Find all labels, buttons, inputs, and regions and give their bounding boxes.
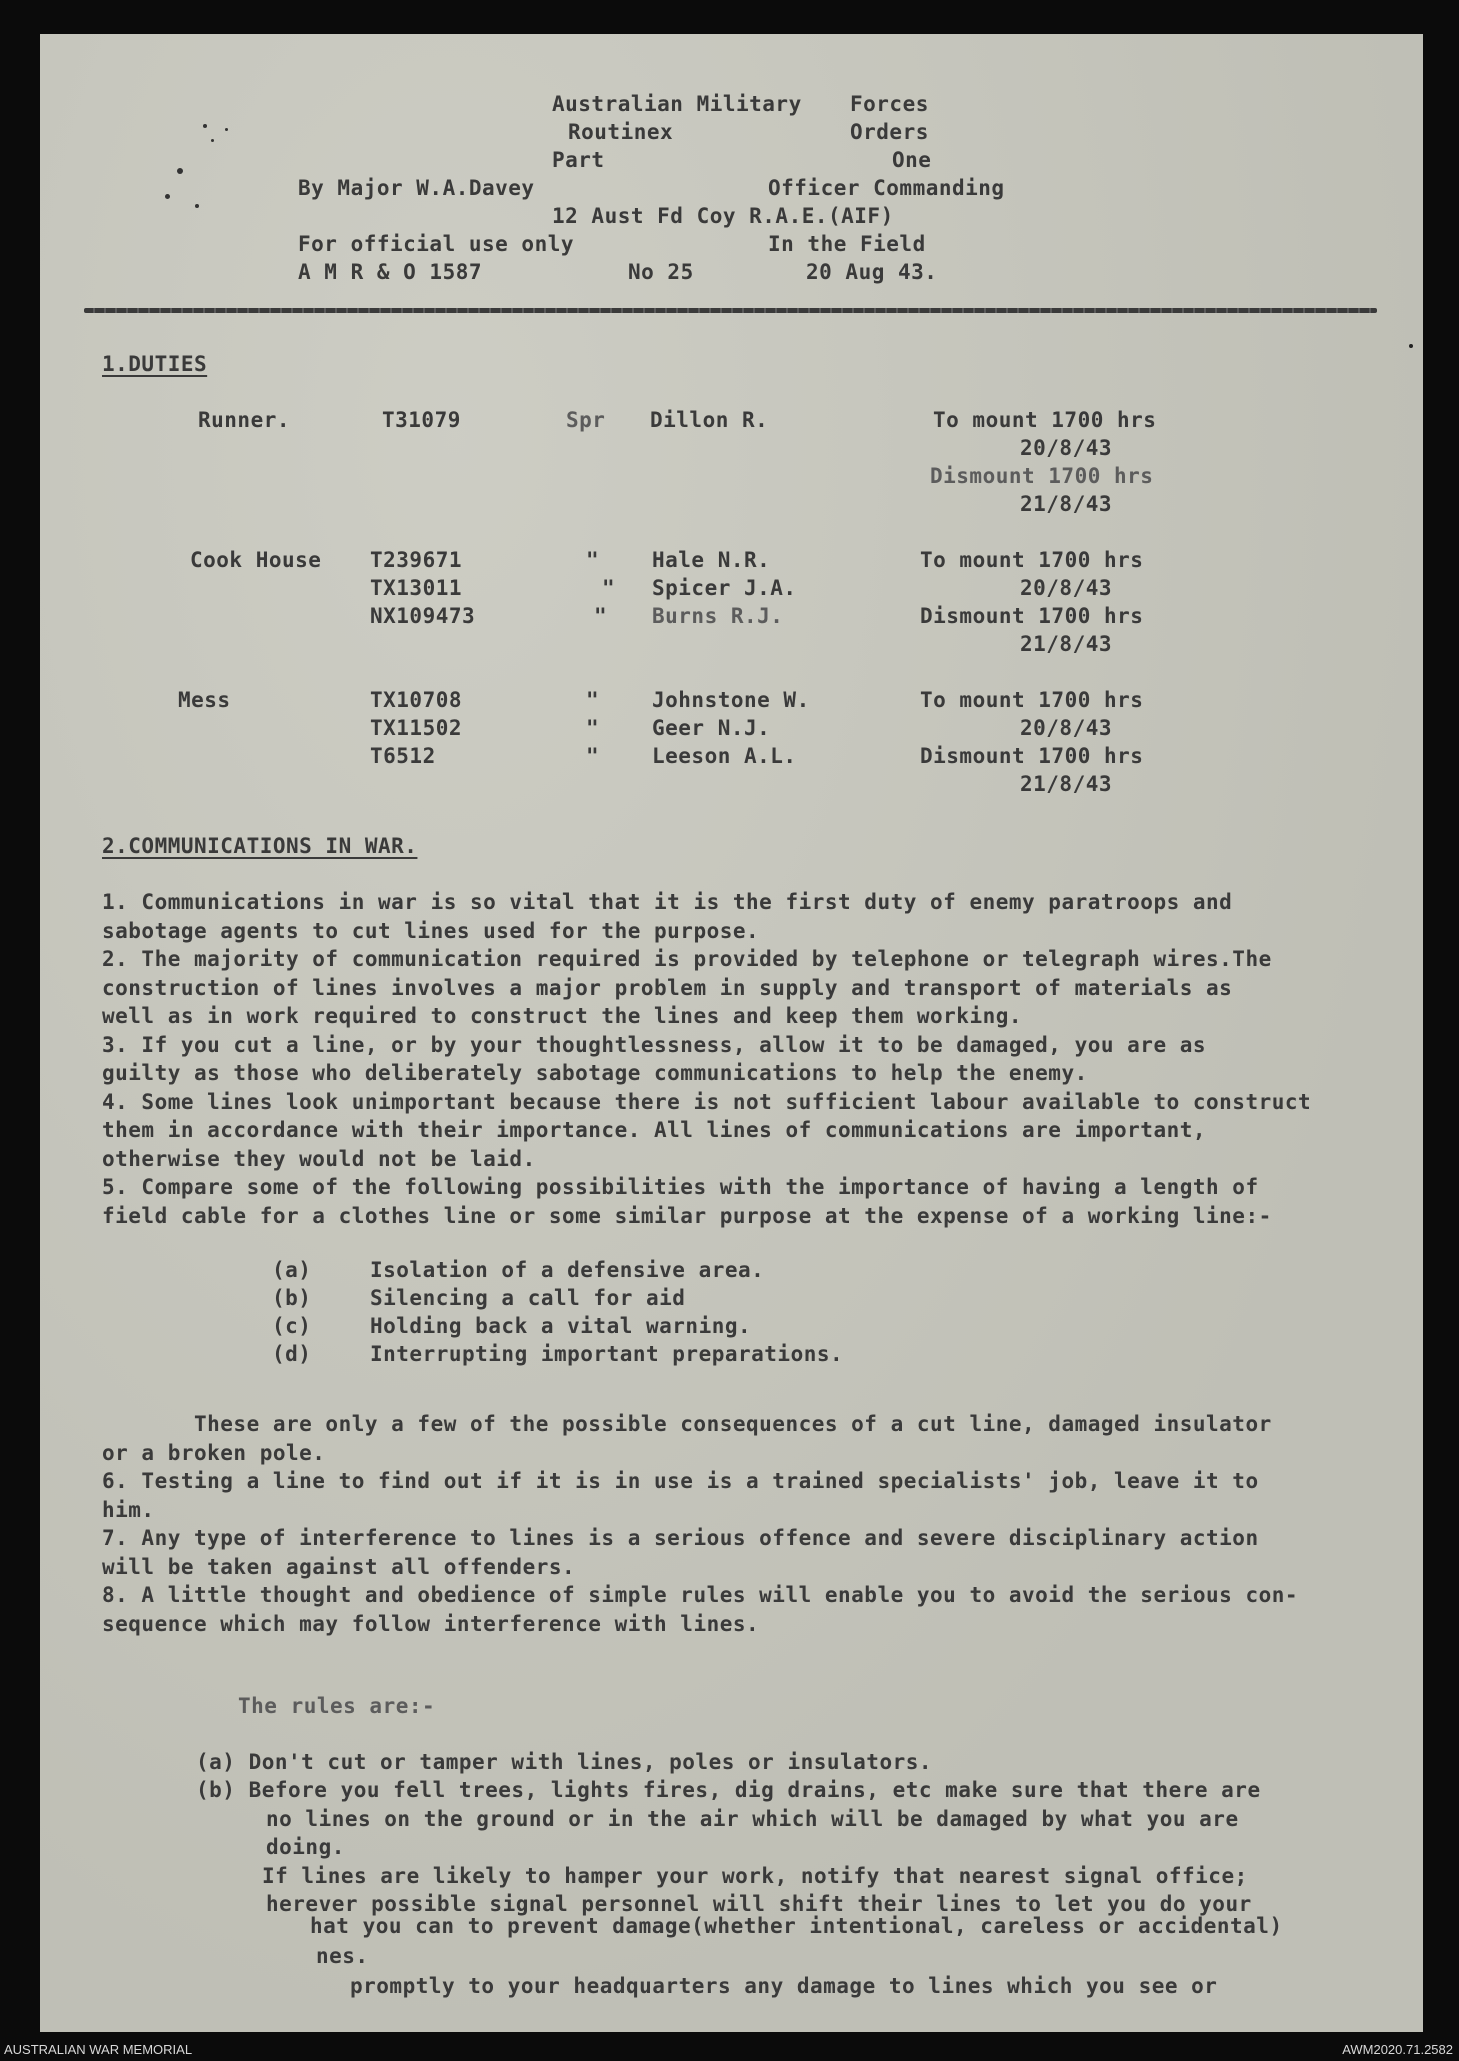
text-line: nes. <box>316 1944 369 1968</box>
text-line: 2. The majority of communication required is provided by telephone or telegraph wires.The <box>102 947 1272 971</box>
text-line: 5. Compare some of the following possibilities with the importance of having a length of <box>102 1175 1259 1199</box>
header-divider <box>84 308 1377 313</box>
header-classification: For official use only <box>298 232 575 256</box>
duty-number: TX13011 <box>370 576 463 600</box>
ditto-mark: " <box>594 604 608 628</box>
duty-name: Johnstone W. <box>652 688 810 712</box>
text-line: promptly to your headquarters any damage to lines which you see or <box>350 1974 1218 1998</box>
list-key: (b) <box>272 1286 312 1310</box>
duty-number: T31079 <box>382 408 461 432</box>
text-line: them in accordance with their importance. All lines of communications are important, <box>102 1118 1207 1142</box>
duty-dismount: Dismount 1700 hrs <box>920 604 1144 628</box>
text-line: well as in work required to construct the lines and keep them working. <box>102 1004 1023 1028</box>
header-number: No 25 <box>628 260 694 284</box>
duty-label-runner: Runner. <box>198 408 291 432</box>
header-title-3: Part <box>552 148 605 172</box>
header-title-1b: Forces <box>850 92 929 116</box>
ditto-mark: " <box>586 716 600 740</box>
list-item: Isolation of a defensive area. <box>370 1258 765 1282</box>
text-line: 1. Communications in war is so vital that it is the first duty of enemy paratroops and <box>102 890 1233 914</box>
duty-mount: To mount 1700 hrs <box>920 548 1144 572</box>
duty-name: Hale N.R. <box>652 548 771 572</box>
duty-number: TX10708 <box>370 688 463 712</box>
duty-name: Leeson A.L. <box>652 744 797 768</box>
list-item: Holding back a vital warning. <box>370 1314 752 1338</box>
header-ref: A M R & O 1587 <box>298 260 483 284</box>
header-office: Officer Commanding <box>768 176 1005 200</box>
header-title-1: Australian Military <box>552 92 802 116</box>
text-line: herever possible signal personnel will shift their lines to let you do your <box>266 1892 1252 1916</box>
text-line: guilty as those who deliberately sabotage communications to help the enemy. <box>102 1061 1088 1085</box>
list-key: (c) <box>272 1314 312 1338</box>
text-line: otherwise they would not be laid. <box>102 1146 536 1171</box>
text-line: sabotage agents to cut lines used for the purpose. <box>102 918 760 943</box>
duty-dismount-date: 21/8/43 <box>1020 492 1113 516</box>
header-title-3b: One <box>892 148 932 172</box>
duty-name: Dillon R. <box>650 408 769 432</box>
header-issuer: By Major W.A.Davey <box>298 176 535 200</box>
duty-number: T6512 <box>370 744 436 768</box>
list-item: Interrupting important preparations. <box>370 1342 844 1366</box>
text-line: or a broken pole. <box>102 1440 326 1465</box>
list-key: (d) <box>272 1342 312 1366</box>
ditto-mark: " <box>602 576 616 600</box>
text-line: field cable for a clothes line or some similar purpose at the expense of a working line:- <box>102 1203 1272 1228</box>
list-item: Silencing a call for aid <box>370 1286 686 1310</box>
text-line: will be taken against all offenders. <box>102 1554 576 1579</box>
duty-name: Spicer J.A. <box>652 576 797 600</box>
duty-number: TX11502 <box>370 716 463 740</box>
text-line: doing. <box>266 1835 345 1859</box>
duty-dismount-date: 21/8/43 <box>1020 632 1113 656</box>
text-line: If lines are likely to hamper your work, notify that nearest signal office; <box>262 1863 1248 1888</box>
header-title-2b: Orders <box>850 120 929 144</box>
text-line: 3. If you cut a line, or by your thoughtlessness, allow it to be damaged, you are as <box>102 1032 1207 1057</box>
duty-name: Geer N.J. <box>652 716 771 740</box>
list-key: (a) <box>272 1258 312 1282</box>
ditto-mark: " <box>586 548 600 572</box>
ditto-mark: " <box>586 688 600 712</box>
duty-name: Burns R.J. <box>652 604 784 628</box>
document-page <box>40 34 1423 2032</box>
text-line: him. <box>102 1497 155 1522</box>
duty-dismount: Dismount 1700 hrs <box>930 464 1154 488</box>
duty-mount-date: 20/8/43 <box>1020 716 1113 740</box>
duty-mount: To mount 1700 hrs <box>920 688 1144 712</box>
text-line: 4. Some lines look unimportant because there is not sufficient labour available to construct <box>102 1089 1312 1114</box>
header-unit: 12 Aust Fd Coy R.A.E.(AIF) <box>552 204 894 228</box>
ink-dot <box>1409 344 1413 348</box>
duty-mount-date: 20/8/43 <box>1020 576 1113 600</box>
duty-mount: To mount 1700 hrs <box>933 408 1157 432</box>
section-heading-communications: 2.COMMUNICATIONS IN WAR. <box>102 834 418 858</box>
text-line: construction of lines involves a major problem in supply and transport of materials as <box>102 975 1233 1000</box>
text-line: 8. A little thought and obedience of simple rules will enable you to avoid the serious con- <box>102 1583 1299 1607</box>
footer-credit: AUSTRALIAN WAR MEMORIAL <box>4 2042 193 2057</box>
rules-intro: The rules are:- <box>238 1694 436 1718</box>
header-location: In the Field <box>768 232 926 256</box>
text-line: sequence which may follow interference with lines. <box>102 1611 760 1636</box>
header-title-2: Routinex <box>568 120 674 144</box>
duty-number: NX109473 <box>370 604 476 628</box>
duty-dismount-date: 21/8/43 <box>1020 772 1113 796</box>
text-line: 7. Any type of interference to lines is a serious offence and severe disciplinary action <box>102 1526 1259 1550</box>
duty-label-cookhouse: Cook House <box>190 548 322 572</box>
duty-number: T239671 <box>370 548 463 572</box>
section-heading-duties: 1.DUTIES <box>102 352 208 376</box>
footer-accession-number: AWM2020.71.2582 <box>1342 2042 1453 2057</box>
text-line: no lines on the ground or in the air which will be damaged by what you are <box>266 1806 1239 1831</box>
duty-dismount: Dismount 1700 hrs <box>920 744 1144 768</box>
text-line: 6. Testing a line to find out if it is in use is a trained specialists' job, leave it to <box>102 1469 1259 1493</box>
text-line: hat you can to prevent damage(whether intentional, careless or accidental) <box>310 1914 1283 1938</box>
ditto-mark: " <box>586 744 600 768</box>
header-date: 20 Aug 43. <box>806 260 938 284</box>
text-line: These are only a few of the possible consequences of a cut line, damaged insulator <box>194 1412 1272 1436</box>
rule-a: (a) Don't cut or tamper with lines, poles or insulators. <box>196 1750 933 1774</box>
duty-label-mess: Mess <box>178 688 231 712</box>
duty-mount-date: 20/8/43 <box>1020 436 1113 460</box>
duty-rank: Spr <box>566 408 606 432</box>
text-line: (b) Before you fell trees, lights fires, dig drains, etc make sure that there are <box>196 1778 1261 1802</box>
